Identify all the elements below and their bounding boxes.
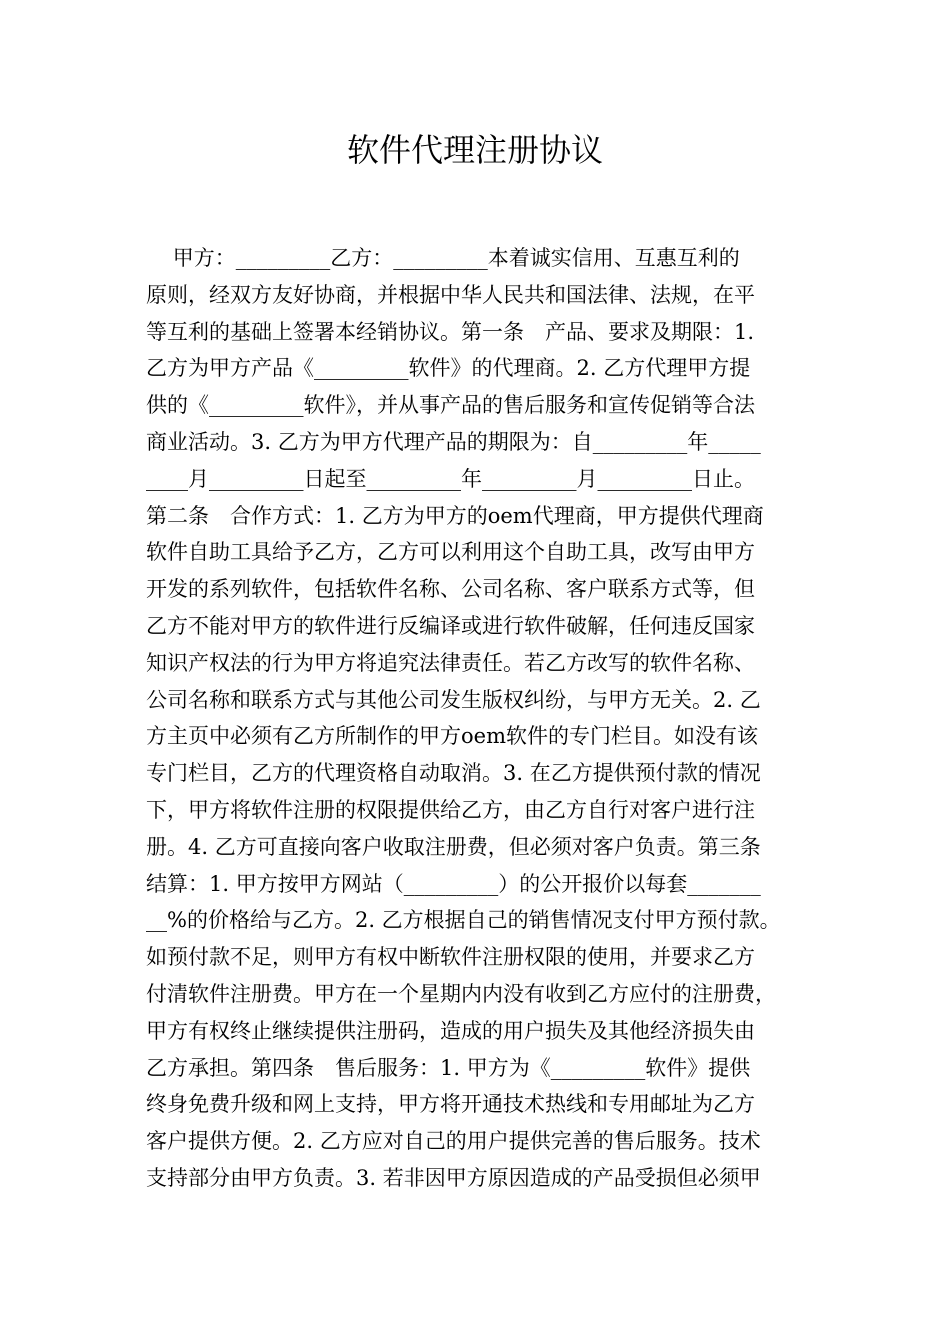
body-line: 供的《_________软件》，并从事产品的售后服务和宣传促销等合法 — [146, 393, 755, 418]
body-line: 软件自助工具给予乙方，乙方可以利用这个自助工具，改写由甲方 — [146, 540, 755, 565]
body-line: 等互利的基础上签署本经销协议。第一条 产品、要求及期限：1. — [146, 319, 755, 344]
body-line: 终身免费升级和网上支持，甲方将开通技术热线和专用邮址为乙方 — [146, 1092, 755, 1117]
body-line: 付清软件注册费。甲方在一个星期内内没有收到乙方应付的注册费， — [146, 981, 776, 1006]
body-line: 原则，经双方友好协商，并根据中华人民共和国法律、法规，在平 — [146, 282, 755, 307]
body-line: 如预付款不足，则甲方有权中断软件注册权限的使用，并要求乙方 — [146, 945, 755, 970]
body-line: 支持部分由甲方负责。3. 若非因甲方原因造成的产品受损但必须甲 — [146, 1165, 761, 1190]
body-line: 开发的系列软件，包括软件名称、公司名称、客户联系方式等，但 — [146, 577, 755, 602]
body-line: 乙方为甲方产品《_________软件》的代理商。2. 乙方代理甲方提 — [146, 356, 751, 381]
body-line: 客户提供方便。2. 乙方应对自己的用户提供完善的售后服务。技术 — [146, 1129, 761, 1154]
body-line: __%的价格给与乙方。2. 乙方根据自己的销售情况支付甲方预付款。 — [146, 908, 781, 933]
body-line: 甲方有权终止继续提供注册码，造成的用户损失及其他经济损失由 — [146, 1018, 755, 1043]
body-line: 结算：1. 甲方按甲方网站（_________）的公开报价以每套_______ — [146, 871, 761, 896]
body-line: ____月_________日起至_________年_________月_________日止。 — [146, 466, 755, 491]
body-line: 乙方承担。第四条 售后服务：1. 甲方为《_________软件》提供 — [146, 1055, 751, 1080]
body-line: 第二条 合作方式：1. 乙方为甲方的oem代理商，甲方提供代理商 — [146, 503, 764, 528]
document-title: 软件代理注册协议 — [346, 131, 603, 169]
body-line: 方主页中必须有乙方所制作的甲方oem软件的专门栏目。如没有该 — [146, 724, 758, 749]
body-line: 乙方不能对甲方的软件进行反编译或进行软件破解，任何违反国家 — [146, 613, 755, 638]
document-body — [146, 240, 812, 1197]
body-line: 公司名称和联系方式与其他公司发生版权纠纷，与甲方无关。2. 乙 — [146, 687, 761, 712]
body-line: 知识产权法的行为甲方将追究法律责任。若乙方改写的软件名称、 — [146, 650, 755, 675]
body-line: 商业活动。3. 乙方为甲方代理产品的期限为：自_________年_____ — [146, 429, 761, 454]
body-line: 册。4. 乙方可直接向客户收取注册费，但必须对客户负责。第三条 — [146, 834, 761, 859]
body-line: 甲方：_________乙方：_________本着诚实信用、互惠互利的 — [146, 246, 740, 270]
body-line: 专门栏目，乙方的代理资格自动取消。3. 在乙方提供预付款的情况 — [146, 761, 761, 786]
body-line: 下，甲方将软件注册的权限提供给乙方，由乙方自行对客户进行注 — [146, 797, 755, 822]
